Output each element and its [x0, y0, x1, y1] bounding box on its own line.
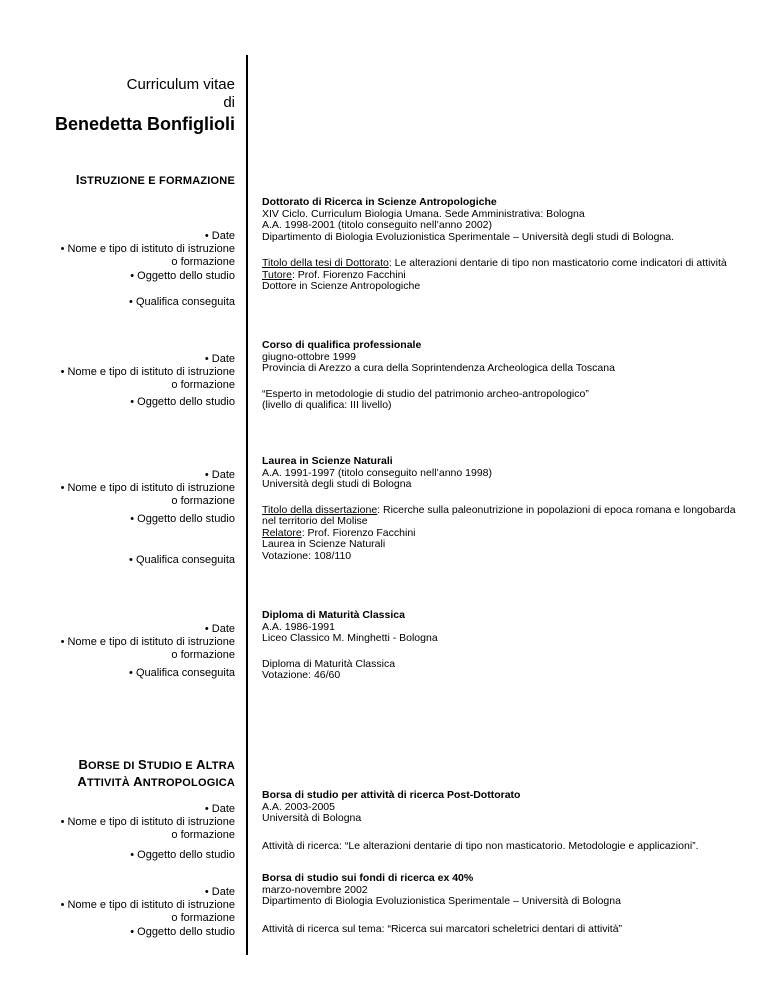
entry-oggetto: Attività di ricerca: “Le alterazioni dentarie di tipo non masticatorio. Metodologie e applicazioni”. — [262, 839, 699, 852]
entry-dissertazione-2: nel territorio del Molise — [262, 515, 368, 527]
label-oggetto: • Oggetto dello studio — [130, 849, 235, 861]
label-date: • Date — [204, 623, 235, 635]
label-istituto-2: o formazione — [171, 829, 235, 841]
label-istituto-2: o formazione — [171, 912, 235, 924]
tutore-label: Tutore — [262, 268, 292, 281]
person-name: Benedetta Bonfiglioli — [55, 114, 235, 134]
title-line-2: di — [223, 94, 235, 111]
entry-qualifica: Dottore in Scienze Antropologiche — [262, 280, 421, 292]
entry-dottorato — [262, 197, 752, 293]
tutore-text: : Prof. Fiorenzo Facchini — [291, 268, 406, 281]
label-date: • Date — [204, 230, 235, 242]
label-qualifica: • Qualifica conseguita — [129, 296, 235, 308]
label-istituto: • Nome e tipo di istituto di istruzione — [60, 899, 235, 911]
entry-line: A.A. 1986-1991 — [262, 620, 335, 633]
relatore-text: : Prof. Fiorenzo Facchini — [301, 526, 416, 539]
cv-title — [55, 76, 235, 136]
tesi-label: Titolo della tesi di Dottorato — [262, 257, 389, 269]
entry-laurea — [262, 456, 752, 562]
label-istituto: • Nome e tipo di istituto di istruzione — [60, 816, 235, 828]
label-oggetto: • Oggetto dello studio — [130, 270, 235, 282]
entry-line: Liceo Classico M. Minghetti - Bologna — [262, 632, 438, 644]
label-qualifica: • Qualifica conseguita — [129, 667, 235, 679]
diss-label: Titolo della dissertazione — [262, 503, 378, 516]
tesi-text: : Le alterazioni dentarie di tipo non masticatorio come indicatori di attività — [388, 257, 727, 269]
entry-title: Dottorato di Ricerca in Scienze Antropologiche — [262, 196, 497, 208]
label-istituto: • Nome e tipo di istituto di istruzione — [60, 366, 235, 378]
title-line-1: Curriculum vitae — [126, 76, 235, 93]
section-heading-borse: BORSE DI STUDIO E ALTRA ATTIVITÀ ANTROPOLOGICA — [77, 757, 235, 789]
label-oggetto: • Oggetto dello studio — [130, 513, 235, 525]
entry-line: A.A. 2003-2005 — [262, 800, 335, 813]
entry-title: Diploma di Maturità Classica — [262, 609, 405, 621]
entry-qualifica: Diploma di Maturità Classica — [262, 657, 396, 670]
entry-line: Provincia di Arezzo a cura della Soprintendenza Archeologica della Toscana — [262, 362, 615, 374]
section-heading-istruzione — [76, 172, 235, 189]
entry-line: Università degli studi di Bologna — [262, 478, 412, 490]
relatore-label: Relatore — [262, 526, 302, 539]
entry-line: marzo-novembre 2002 — [262, 883, 368, 896]
entry-borsa-post-dottorato — [262, 790, 752, 852]
label-istituto-2: o formazione — [171, 379, 235, 391]
diss-text: : Ricerche sulla paleonutrizione in popolazioni di epoca romana e longobarda — [377, 503, 736, 516]
label-istituto-2: o formazione — [171, 495, 235, 507]
heading-rest: STRUZIONE E FORMAZIONE — [79, 175, 235, 187]
entry-votazione: Votazione: 46/60 — [262, 669, 341, 681]
vertical-divider — [246, 55, 248, 955]
entry-line: Dipartimento di Biologia Evoluzionistica Sperimentale – Università di Bologna — [262, 895, 621, 907]
label-istituto: • Nome e tipo di istituto di istruzione — [60, 482, 235, 494]
entry-borsa-ex40 — [262, 873, 752, 935]
label-date: • Date — [204, 803, 235, 815]
label-date: • Date — [204, 469, 235, 481]
entry-title: Borsa di studio sui fondi di ricerca ex 40% — [262, 872, 474, 884]
entry-corso — [262, 340, 752, 412]
entry-oggetto-2: (livello di qualifica: III livello) — [262, 399, 392, 411]
label-qualifica: • Qualifica conseguita — [129, 554, 235, 566]
label-istituto-2: o formazione — [171, 649, 235, 661]
entry-title: Borsa di studio per attività di ricerca Post-Dottorato — [262, 789, 521, 801]
entry-votazione: Votazione: 108/110 — [262, 549, 352, 562]
heading-cap: I — [75, 172, 80, 187]
label-istituto: • Nome e tipo di istituto di istruzione — [60, 636, 235, 648]
entry-diploma — [262, 610, 752, 682]
entry-line: XIV Ciclo. Curriculum Biologia Umana. Sede Amministrativa: Bologna — [262, 207, 585, 220]
label-oggetto: • Oggetto dello studio — [130, 926, 235, 938]
entry-oggetto: “Esperto in metodologie di studio del patrimonio archeo-antropologico” — [262, 387, 589, 400]
entry-title: Laurea in Scienze Naturali — [262, 455, 393, 467]
entry-line: Dipartimento di Biologia Evoluzionistica Sperimentale – Università degli studi di Bologna. — [262, 230, 675, 243]
label-date: • Date — [204, 886, 235, 898]
entry-title: Corso di qualifica professionale — [262, 339, 422, 351]
entry-line: A.A. 1991-1997 (titolo conseguito nell’anno 1998) — [262, 466, 492, 479]
entry-line: Università di Bologna — [262, 812, 362, 824]
label-istituto: • Nome e tipo di istituto di istruzione — [60, 243, 235, 255]
entry-qualifica: Laurea in Scienze Naturali — [262, 538, 386, 550]
entry-line: giugno-ottobre 1999 — [262, 350, 356, 363]
entry-oggetto: Attività di ricerca sul tema: “Ricerca sui marcatori scheletrici dentari di attività” — [262, 922, 623, 935]
label-istituto-2: o formazione — [171, 256, 235, 268]
entry-line: A.A. 1998-2001 (titolo conseguito nell’anno 2002) — [262, 219, 492, 231]
label-oggetto: • Oggetto dello studio — [130, 396, 235, 408]
label-date: • Date — [204, 353, 235, 365]
